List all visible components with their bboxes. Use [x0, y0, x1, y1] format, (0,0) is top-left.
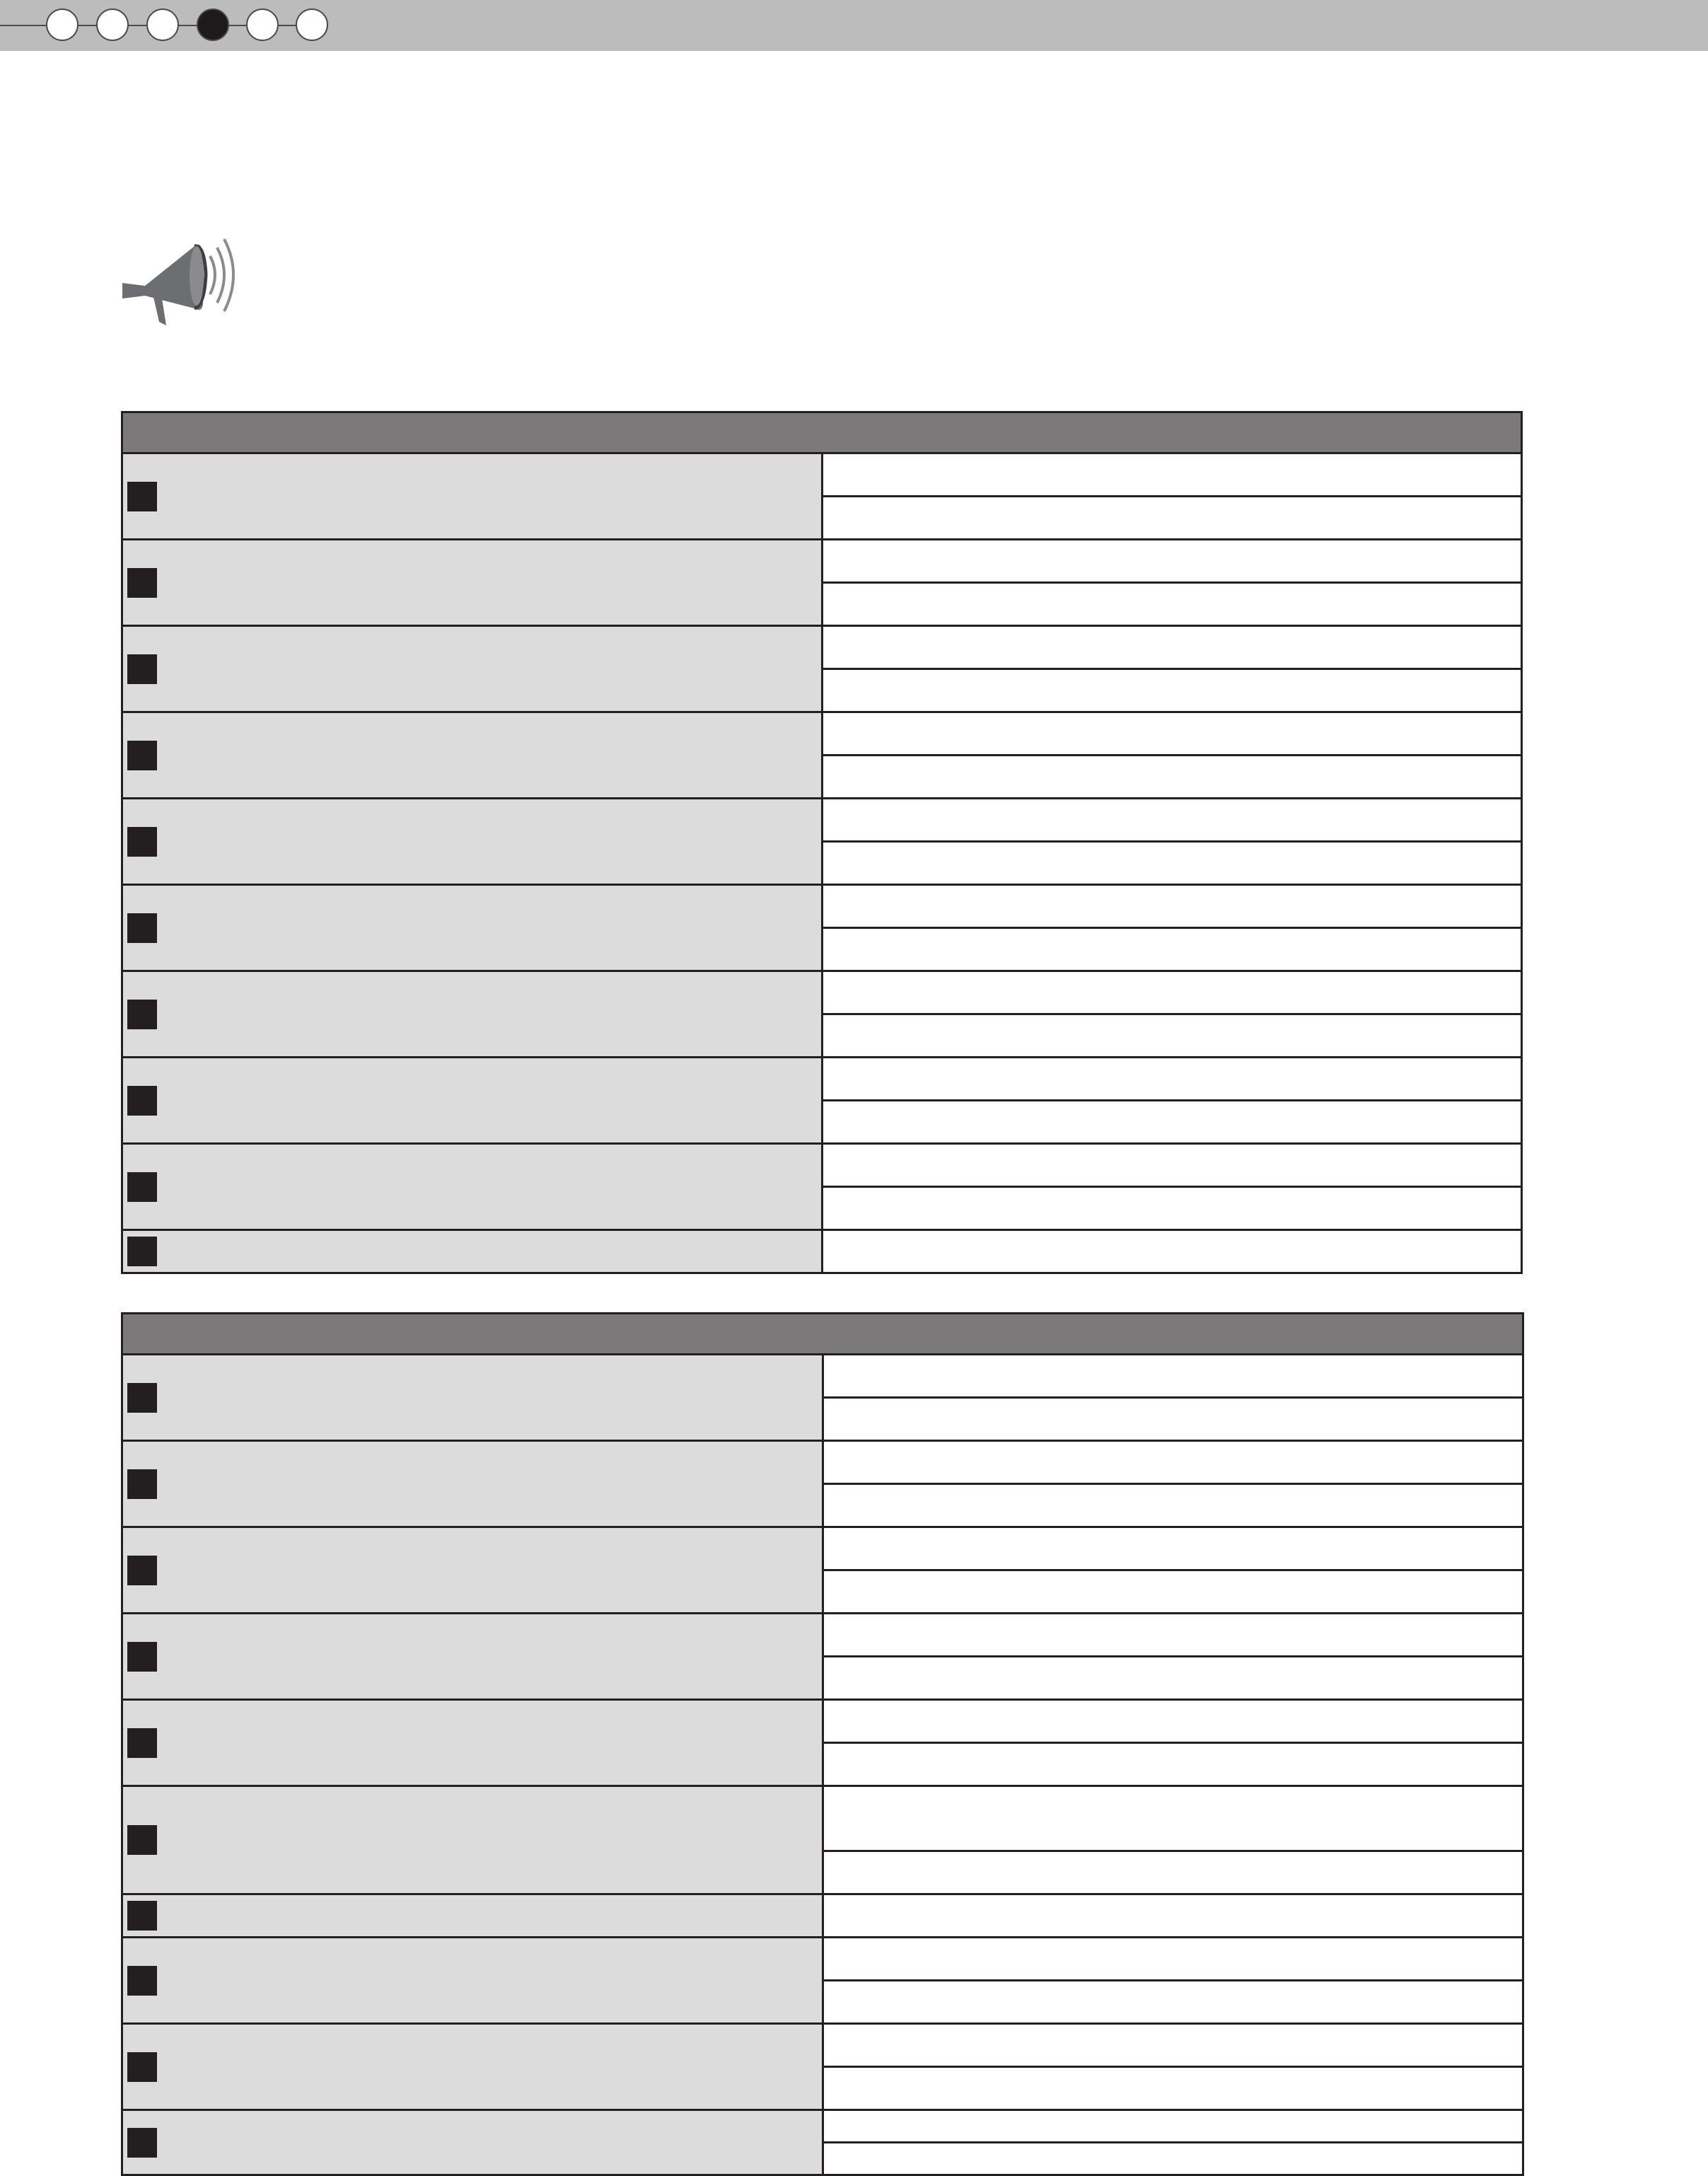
row-key [122, 1355, 823, 1441]
row-key [122, 1230, 823, 1273]
row-value [823, 2067, 1523, 2110]
row-key [122, 2024, 823, 2110]
row-key [122, 1441, 823, 1527]
row-value [823, 2110, 1523, 2143]
table-header [122, 1314, 1523, 1355]
marker-square [127, 568, 157, 598]
megaphone-icon [117, 233, 240, 332]
marker-square [127, 1556, 157, 1585]
step-dot-2[interactable] [96, 8, 129, 41]
row-value [822, 1101, 1522, 1144]
marker-square [127, 913, 157, 943]
row-value [822, 1187, 1522, 1230]
row-key [122, 1786, 823, 1894]
row-key [122, 799, 823, 885]
row-value [823, 1851, 1523, 1894]
settings-table-1 [121, 411, 1523, 1274]
row-value [823, 2143, 1523, 2175]
settings-table-2 [121, 1312, 1524, 2176]
row-key [122, 626, 823, 712]
marker-square [127, 741, 157, 770]
row-value [822, 1230, 1522, 1273]
marker-square [127, 1901, 157, 1931]
row-key [122, 2110, 823, 2175]
row-value [822, 626, 1522, 669]
row-value [822, 1014, 1522, 1058]
row-value [822, 1144, 1522, 1187]
row-value [823, 1570, 1523, 1614]
row-value [823, 1527, 1523, 1570]
row-value [822, 928, 1522, 971]
step-dot-6[interactable] [296, 8, 328, 41]
row-value [823, 1938, 1523, 1981]
marker-square [127, 1086, 157, 1116]
marker-square [127, 482, 157, 511]
row-value [822, 583, 1522, 626]
row-value [823, 1743, 1523, 1786]
row-value [822, 669, 1522, 712]
row-key [122, 540, 823, 626]
row-value [822, 885, 1522, 928]
row-value [822, 1058, 1522, 1101]
row-value [823, 2024, 1523, 2067]
marker-square [127, 1000, 157, 1029]
marker-square [127, 1728, 157, 1758]
row-value [822, 842, 1522, 885]
row-value [823, 1786, 1523, 1851]
step-dot-3[interactable] [146, 8, 179, 41]
row-value [823, 1441, 1523, 1484]
row-value [823, 1894, 1523, 1938]
marker-square [127, 2052, 157, 2082]
row-key [122, 1527, 823, 1614]
row-value [822, 497, 1522, 540]
step-dot-5[interactable] [246, 8, 279, 41]
row-key [122, 1614, 823, 1700]
step-dot-1[interactable] [46, 8, 79, 41]
top-navigation-bar [0, 0, 1708, 51]
row-value [822, 756, 1522, 799]
row-value [823, 1355, 1523, 1398]
table-header [122, 412, 1522, 453]
row-value [822, 712, 1522, 756]
row-value [822, 540, 1522, 583]
row-value [823, 1657, 1523, 1700]
row-value [822, 799, 1522, 842]
marker-square [127, 1825, 157, 1855]
marker-square [127, 1642, 157, 1672]
row-value [822, 453, 1522, 497]
marker-square [127, 1966, 157, 1996]
marker-square [127, 1469, 157, 1499]
marker-square [127, 1383, 157, 1413]
marker-square [127, 827, 157, 857]
marker-square [127, 654, 157, 684]
row-value [823, 1398, 1523, 1441]
row-value [823, 1614, 1523, 1657]
marker-square [127, 1237, 157, 1266]
row-value [822, 971, 1522, 1014]
row-key [122, 453, 823, 540]
row-value [823, 1981, 1523, 2024]
step-dot-4-current[interactable] [197, 8, 229, 41]
row-key [122, 1144, 823, 1230]
row-key [122, 885, 823, 971]
row-value [823, 1700, 1523, 1743]
row-key [122, 712, 823, 799]
marker-square [127, 2128, 157, 2158]
row-key [122, 1700, 823, 1786]
marker-square [127, 1172, 157, 1202]
row-key [122, 971, 823, 1058]
row-key [122, 1938, 823, 2024]
row-value [823, 1484, 1523, 1527]
row-key [122, 1894, 823, 1938]
row-key [122, 1058, 823, 1144]
